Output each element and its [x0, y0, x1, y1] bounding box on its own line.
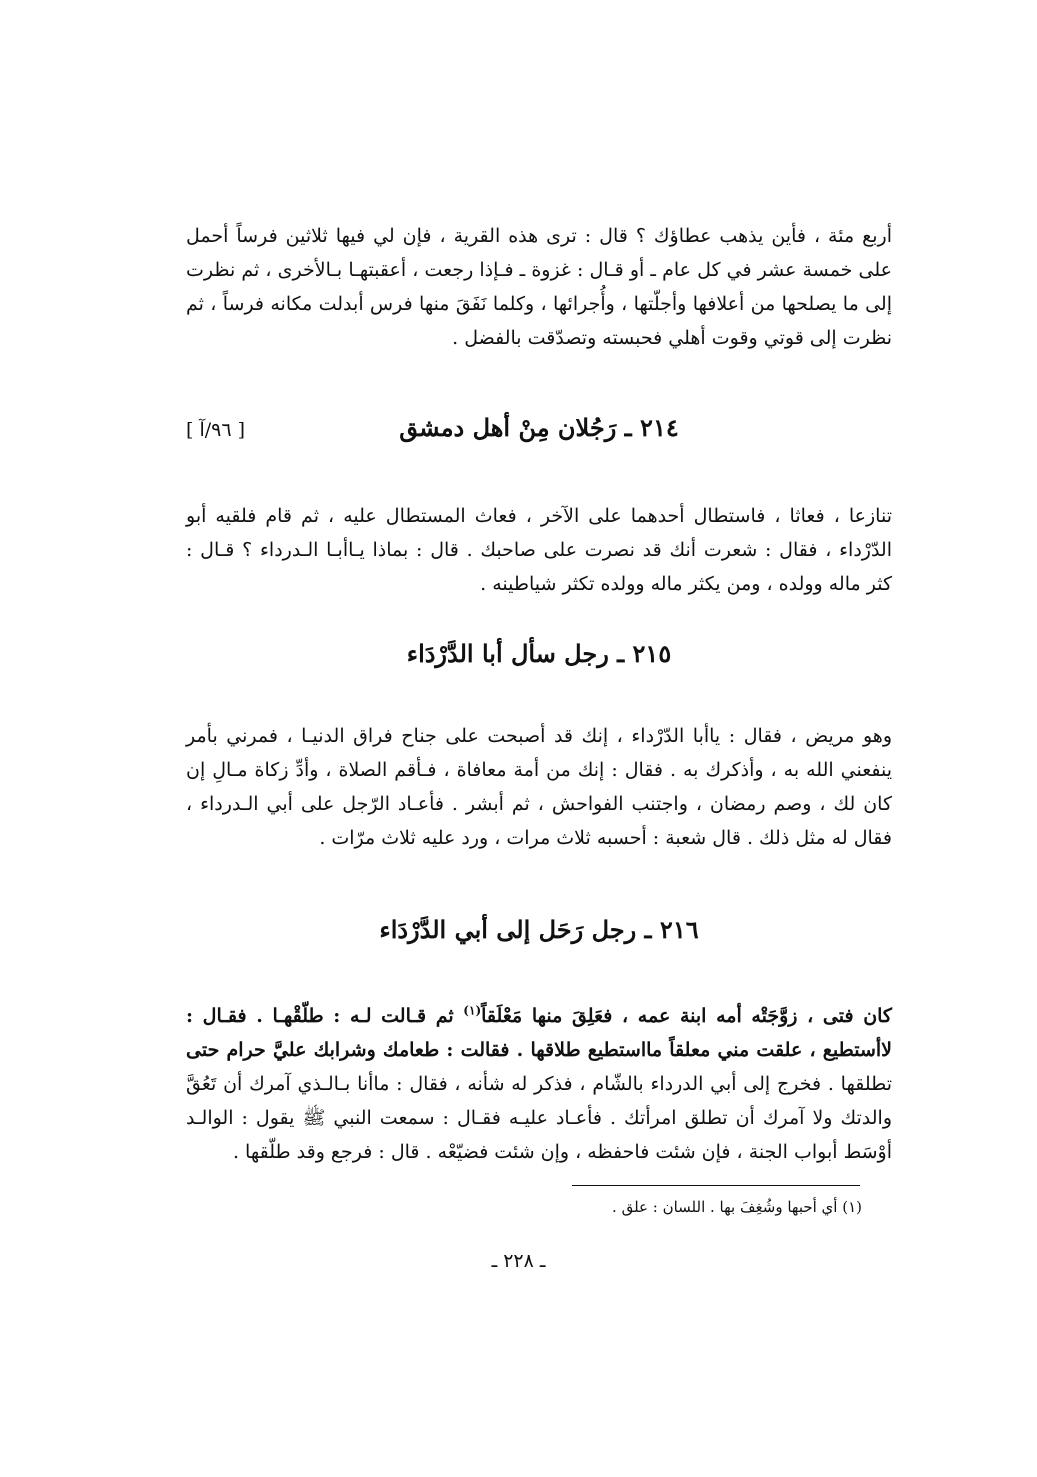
- page-number: ـ ٢٢٨ ـ: [491, 1250, 546, 1272]
- paragraph-216-plain-part: تطلقها . فخرج إلى أبي الدرداء بالشّام ، فذكر له شأنه ، فقال : ماأنا بـالـذي آمرك أن تَعُقَّ والدتك ولا آمرك أن تطلق امرأتك . فأعـاد عليـه فقـال : سمعت النبي ﷺ يقول : الوالـد أوْسَط أبواب الجنة ، فإن شئت فاحفظه ، وإن شئت فضيّعْه . قال : فرجع وقد طلّقها .: [186, 1073, 892, 1163]
- footnote-marker[interactable]: (١): [463, 1003, 482, 1018]
- paragraph-section-216: [186, 999, 892, 1169]
- footnote-text: (١) أي أحبها وشُغِفَ بها . اللسان : علق .: [612, 1198, 862, 1216]
- manuscript-folio-reference: [ ٩٦/آ ]: [186, 419, 246, 441]
- paragraph-216-bold-part-a: كان فتى ، زوَّجَتْه أمه ابنة عمه ، فعَلِقَ منها مَعْلَقاً: [481, 1005, 892, 1027]
- footnote-separator: [572, 1185, 860, 1186]
- section-heading-215: ٢١٥ ـ رجل سأل أبا الدَّرْدَاء: [406, 639, 672, 668]
- section-heading-216: ٢١٦ ـ رجل رَحَل إلى أبي الدَّرْدَاء: [379, 915, 699, 944]
- paragraph-continuation: أربع مئة ، فأين يذهب عطاؤك ؟ قال : ترى هذه القرية ، فإن لي فيها ثلاثين فرساً أحمل على خمسة عشر في كل عام ـ أو قـال : غزوة ـ فـإذا رجعت ، أعقبتهـا بـالأخرى ، ثم نظرت إلى ما يصلحها من أعلافها وأجلّتها ، وأُجرائها ، وكلما نَفَقَ منها فرس أبدلت مكانه فرساً ، ثم نظرت إلى قوتي وقوت أهلي فحبسته وتصدّقت بالفضل .: [186, 225, 892, 349]
- paragraph-section-214: تنازعا ، فعاثا ، فاستطال أحدهما على الآخر ، فعاث المستطال عليه ، ثم قام فلقيه أبو الدّرْداء ، فقال : شعرت أنك قد نصرت على صاحبك . قال : بماذا يـاأبـا الـدرداء ؟ قـال : كثر ماله وولده ، ومن يكثر ماله وولده تكثر شياطينه .: [186, 505, 892, 595]
- section-title-214: ٢١٤ ـ رَجُلان مِنْ أهل دمشق: [399, 413, 679, 442]
- paragraph-216-bold-part-b: ثم قـالت لـه : طلّقْهـا . فقـال : لاأستطيع ، علقت مني معلقاً مااستطيع طلاقها . فقالت : طعامك وشرابك عليَّ حرام حتى: [186, 1005, 892, 1061]
- section-heading-214: [186, 408, 892, 448]
- paragraph-section-215: وهو مريض ، فقال : ياأبا الدّرْداء ، إنك قد أصبحت على جناح فراق الدنيـا ، فمرني بأمر ينفعني الله به ، وأذكرك به . فقال : إنك من أمة معافاة ، فـأقم الصلاة ، وأدِّ زكاة مـالِ إن كان لك ، وصم رمضان ، واجتنب الفواحش ، ثم أبشر . فأعـاد الرّجل على أبي الـدرداء ، فقال له مثل ذلك . قال شعبة : أحسبه ثلاث مرات ، ورد عليه ثلاث مرّات .: [186, 725, 892, 849]
